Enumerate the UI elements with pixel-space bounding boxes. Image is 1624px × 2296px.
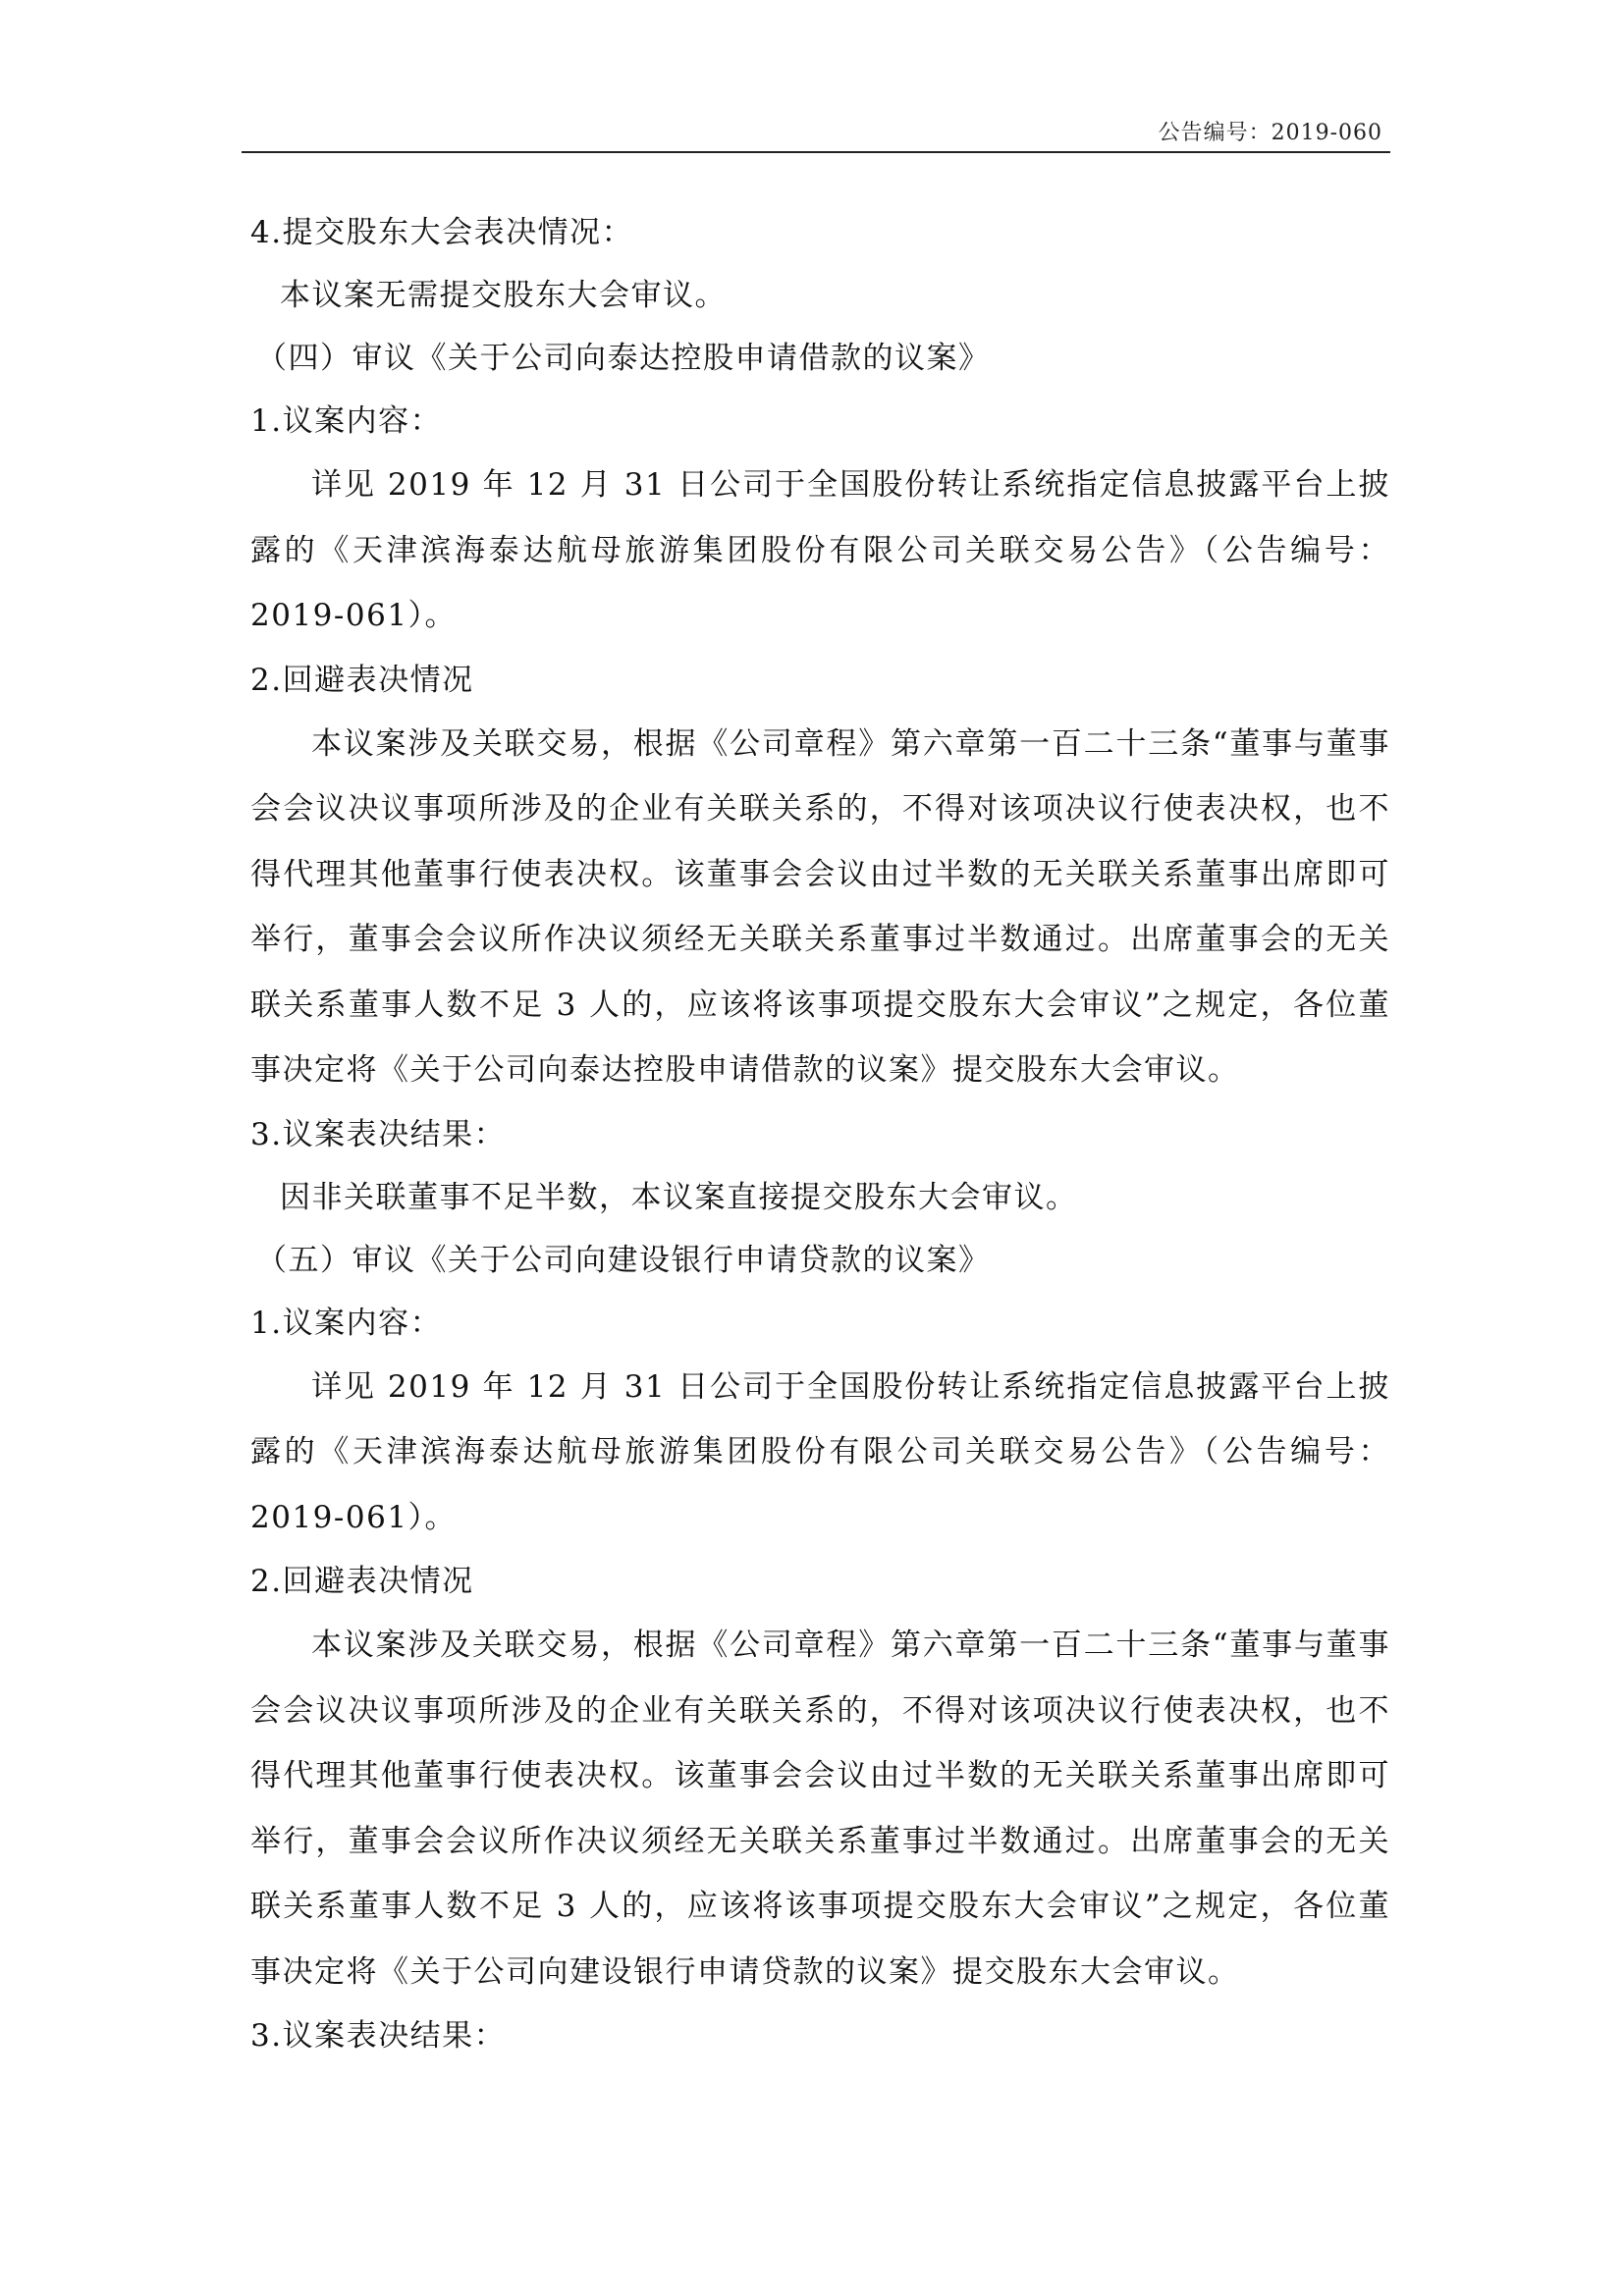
announcement-number: 公告编号：2019-060	[1158, 121, 1382, 145]
item-heading: 2.回避表决情况	[250, 1564, 474, 1599]
item-heading: 4.提交股东大会表决情况：	[250, 215, 634, 250]
page-header	[242, 110, 1390, 153]
item-heading: 3.议案表决结果：	[250, 2018, 507, 2054]
item-heading: 3.议案表决结果：	[250, 1116, 507, 1152]
item-heading: 1.议案内容：	[250, 403, 443, 439]
item-heading: 1.议案内容：	[250, 1305, 443, 1341]
document-body	[250, 201, 1390, 2067]
item-heading: 2.回避表决情况	[250, 662, 474, 698]
section-title: （四）审议《关于公司向泰达控股申请借款的议案》	[256, 341, 991, 376]
body-paragraph: 本议案涉及关联交易，根据《公司章程》第六章第一百二十三条“董事与董事会会议决议事项所涉及的企业有关联关系的，不得对该项决议行使表决权，也不得代理其他董事行使表决权。该董事会会议由过半数的无关联关系董事出席即可举行，董事会会议所作决议须经无关联关系董事过半数通过。出席董事会的无关联关系董事人数不足 3 人的，应该将该事项提交股东大会审议”之规定，各位董事决定将《关于公司向建设银行申请贷款的议案》提交股东大会审议。	[250, 1628, 1390, 1990]
body-paragraph: 本议案涉及关联交易，根据《公司章程》第六章第一百二十三条“董事与董事会会议决议事项所涉及的企业有关联关系的，不得对该项决议行使表决权，也不得代理其他董事行使表决权。该董事会会议由过半数的无关联关系董事出席即可举行，董事会会议所作决议须经无关联关系董事过半数通过。出席董事会的无关联关系董事人数不足 3 人的，应该将该事项提交股东大会审议”之规定，各位董事决定将《关于公司向泰达控股申请借款的议案》提交股东大会审议。	[250, 725, 1390, 1088]
body-paragraph: 详见 2019 年 12 月 31 日公司于全国股份转让系统指定信息披露平台上披露的《天津滨海泰达航母旅游集团股份有限公司关联交易公告》（公告编号：2019-061）。	[250, 1368, 1390, 1535]
body-paragraph: 详见 2019 年 12 月 31 日公司于全国股份转让系统指定信息披露平台上披露的《天津滨海泰达航母旅游集团股份有限公司关联交易公告》（公告编号：2019-061）。	[250, 467, 1390, 633]
item-text: 因非关联董事不足半数，本议案直接提交股东大会审议。	[280, 1179, 1078, 1215]
section-title: （五）审议《关于公司向建设银行申请贷款的议案》	[256, 1242, 991, 1278]
item-text: 本议案无需提交股东大会审议。	[280, 278, 727, 313]
